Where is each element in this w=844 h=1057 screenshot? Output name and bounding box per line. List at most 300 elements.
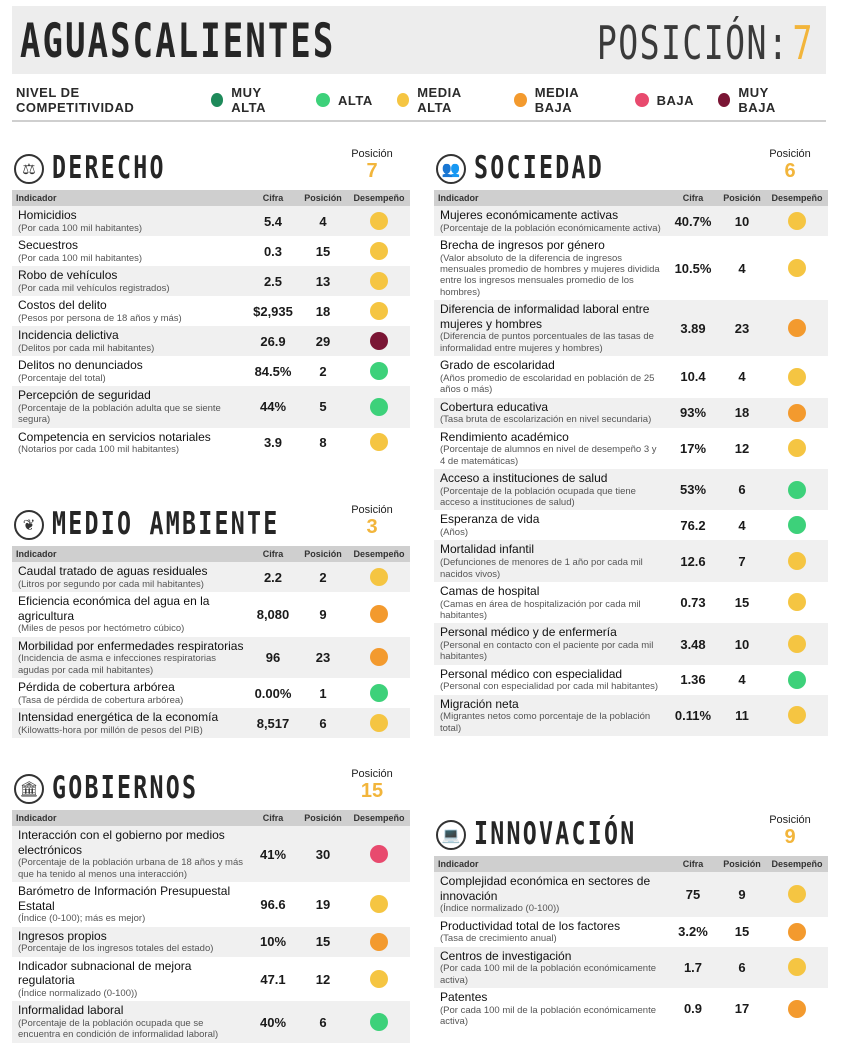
performance-cell (348, 678, 410, 708)
indicator-value: 41% (248, 826, 298, 882)
table-row (434, 695, 828, 736)
indicator-name: Barómetro de Información Presupuestal Estatal (18, 884, 231, 913)
performance-indicator-dot (788, 212, 806, 230)
indicator-name: Productividad total de los factores (440, 918, 621, 933)
performance-cell (766, 947, 828, 988)
table-row (434, 206, 828, 236)
table-row (434, 582, 828, 623)
section-title: DERECHO (52, 150, 166, 186)
performance-indicator-dot (788, 368, 806, 386)
performance-cell (348, 562, 410, 592)
indicator-name: Brecha de ingresos por género (440, 238, 605, 253)
indicator-name: Diferencia de informalidad laboral entre mujeres y hombres (440, 302, 650, 331)
performance-indicator-dot (370, 933, 388, 951)
legend-label: MEDIA BAJA (534, 85, 579, 115)
indicator-position: 2 (298, 562, 348, 592)
performance-indicator-dot (788, 593, 806, 611)
legend-title: NIVEL DE COMPETITIVIDAD (16, 85, 135, 115)
performance-indicator-dot (788, 481, 806, 499)
performance-indicator-dot (370, 242, 388, 260)
performance-cell (348, 236, 410, 266)
indicator-name: Esperanza de vida (440, 512, 540, 527)
legend-item-media-alta (397, 85, 491, 115)
indicator-description: (Notarios por cada 100 mil habitantes) (18, 444, 180, 456)
indicator-description: (Incidencia de asma e infecciones respiratorias agudas por cada mil habitantes) (18, 653, 217, 676)
performance-indicator-dot (370, 845, 388, 863)
table-row (12, 1001, 410, 1042)
indicator-value: 53% (668, 469, 718, 510)
indicator-value: 2.2 (248, 562, 298, 592)
indicator-name: Percepción de seguridad (18, 388, 151, 403)
indicator-value: 0.11% (668, 695, 718, 736)
indicator-value: 0.00% (248, 678, 298, 708)
overall-position (596, 16, 812, 70)
indicator-cell (12, 562, 248, 592)
indicator-name: Personal médico y de enfermería (440, 625, 617, 640)
indicator-position: 11 (718, 695, 766, 736)
section-title: MEDIO AMBIENTE (52, 506, 280, 542)
indicator-description: (Litros por segundo por cada mil habitantes) (18, 578, 204, 590)
indicator-table (434, 190, 828, 736)
column-header-posicion: Posición (718, 190, 766, 206)
indicator-description: (Años) (440, 527, 468, 539)
indicator-cell (434, 695, 668, 736)
legend-label: MUY BAJA (738, 85, 776, 115)
table-row (12, 562, 410, 592)
indicator-value: 84.5% (248, 356, 298, 386)
performance-indicator-dot (788, 439, 806, 457)
indicator-description: (Kilowatts-hora por millón de pesos del PIB) (18, 724, 203, 736)
indicator-cell (434, 623, 668, 664)
table-row (434, 872, 828, 917)
performance-cell (766, 206, 828, 236)
performance-indicator-dot (788, 404, 806, 422)
performance-indicator-dot (370, 362, 388, 380)
legend-item-muy-alta (211, 85, 292, 115)
indicator-name: Delitos no denunciados (18, 358, 143, 373)
performance-cell (766, 695, 828, 736)
performance-cell (766, 872, 828, 917)
indicator-position: 4 (718, 665, 766, 695)
indicator-description: (Porcentaje de alumnos en nivel de desempeño 3 y 4 de matemáticas) (440, 444, 657, 467)
performance-indicator-dot (370, 714, 388, 732)
section-position-label: Posición (351, 768, 393, 780)
laptop-icon: 💻 (436, 820, 466, 850)
performance-cell (348, 957, 410, 1002)
section-title: GOBIERNOS (52, 770, 199, 806)
performance-indicator-dot (370, 895, 388, 913)
table-row (434, 947, 828, 988)
indicator-value: 8,517 (248, 708, 298, 738)
indicator-table (12, 190, 410, 458)
table-row (12, 428, 410, 458)
indicator-cell (434, 428, 668, 469)
indicator-name: Complejidad económica en sectores de innovación (440, 874, 651, 903)
legend-label: MUY ALTA (231, 85, 267, 115)
indicator-position: 23 (718, 300, 766, 356)
indicator-value: 1.36 (668, 665, 718, 695)
performance-indicator-dot (788, 706, 806, 724)
indicator-name: Ingresos propios (18, 928, 107, 943)
indicator-cell (434, 469, 668, 510)
indicator-description: (Miles de pesos por hectómetro cúbico) (18, 623, 185, 635)
column-header-cifra: Cifra (248, 810, 298, 826)
performance-indicator-dot (370, 1013, 388, 1031)
indicator-description: (Por cada 100 mil habitantes) (18, 222, 143, 234)
indicator-name: Morbilidad por enfermedades respiratorias (18, 638, 244, 653)
performance-cell (348, 637, 410, 678)
indicator-cell (434, 582, 668, 623)
indicator-position: 18 (298, 296, 348, 326)
table-row (12, 326, 410, 356)
column-header-desempeno: Desempeño (348, 546, 410, 562)
indicator-value: 3.2% (668, 917, 718, 947)
state-title: AGUASCALIENTES (20, 14, 336, 69)
indicator-value: 47.1 (248, 957, 298, 1002)
section-innovacion (434, 814, 828, 1029)
performance-indicator-dot (788, 1000, 806, 1018)
table-row (12, 678, 410, 708)
indicator-position: 10 (718, 206, 766, 236)
indicator-cell (12, 236, 248, 266)
indicator-position: 23 (298, 637, 348, 678)
indicator-table (434, 856, 828, 1029)
table-row (434, 540, 828, 581)
indicator-description: (Porcentaje de la población urbana de 18 años y más que ha tenido al menos una interacción) (18, 857, 243, 880)
legend-label: ALTA (338, 92, 373, 108)
indicator-cell (434, 540, 668, 581)
table-row (434, 469, 828, 510)
indicator-value: 26.9 (248, 326, 298, 356)
column-header-desempeno: Desempeño (348, 810, 410, 826)
performance-indicator-dot (370, 212, 388, 230)
indicator-description: (Porcentaje de la población económicamente activa) (440, 222, 661, 234)
indicator-cell (434, 872, 668, 917)
indicator-name: Robo de vehículos (18, 268, 118, 283)
performance-cell (766, 582, 828, 623)
table-row (434, 623, 828, 664)
indicator-name: Incidencia delictiva (18, 328, 119, 343)
divider (12, 120, 826, 122)
performance-indicator-dot (788, 885, 806, 903)
indicator-position: 5 (298, 386, 348, 427)
section-position-label: Posición (769, 148, 811, 160)
indicator-name: Indicador subnacional de mejora regulatoria (18, 958, 192, 988)
indicator-cell (434, 988, 668, 1029)
performance-cell (766, 510, 828, 540)
performance-indicator-dot (788, 516, 806, 534)
performance-indicator-dot (370, 568, 388, 586)
column-header-indicador: Indicador (434, 856, 668, 872)
indicator-name: Mujeres económicamente activas (440, 208, 619, 222)
performance-indicator-dot (370, 302, 388, 320)
indicator-value: 44% (248, 386, 298, 427)
indicator-name: Mortalidad infantil (440, 542, 535, 557)
indicator-name: Homicidios (18, 208, 77, 222)
table-row (434, 665, 828, 695)
indicator-cell (12, 266, 248, 296)
performance-indicator-dot (370, 332, 388, 350)
scales-icon: ⚖ (14, 154, 44, 184)
legend-dot (635, 93, 649, 107)
indicator-position: 30 (298, 826, 348, 882)
indicator-description: (Porcentaje de los ingresos totales del estado) (18, 943, 214, 955)
indicator-cell (434, 236, 668, 300)
indicator-description: (Porcentaje del total) (18, 372, 106, 384)
column-header-posicion: Posición (298, 810, 348, 826)
overall-position-label: POSICIÓN: (596, 16, 789, 70)
legend-dot (397, 93, 409, 107)
column-header-desempeno: Desempeño (766, 856, 828, 872)
indicator-description: (Índice normalizado (0-100)) (18, 987, 138, 999)
indicator-name: Acceso a instituciones de salud (440, 471, 608, 486)
indicator-name: Informalidad laboral (18, 1003, 124, 1018)
indicator-position: 6 (298, 1001, 348, 1042)
overall-position-value: 7 (792, 16, 812, 70)
performance-indicator-dot (788, 923, 806, 941)
indicator-description: (Diferencia de puntos porcentuales de las tasas de informalidad entre mujeres y hombres) (440, 331, 654, 354)
indicator-description: (Por cada mil vehículos registrados) (18, 282, 170, 294)
performance-cell (348, 356, 410, 386)
indicator-value: 17% (668, 428, 718, 469)
indicator-position: 15 (298, 236, 348, 266)
column-header-cifra: Cifra (248, 190, 298, 206)
section-medio-ambiente (12, 504, 410, 738)
indicator-position: 6 (718, 469, 766, 510)
column-header-indicador: Indicador (12, 810, 248, 826)
indicator-position: 7 (718, 540, 766, 581)
indicator-name: Pérdida de cobertura arbórea (18, 680, 175, 695)
column-header-indicador: Indicador (12, 546, 248, 562)
section-title: SOCIEDAD (474, 150, 604, 186)
performance-cell (766, 469, 828, 510)
performance-cell (348, 386, 410, 427)
indicator-position: 18 (718, 398, 766, 428)
legend-dot (211, 93, 223, 107)
indicator-value: 96.6 (248, 882, 298, 927)
indicator-position: 4 (718, 356, 766, 397)
performance-cell (766, 398, 828, 428)
indicator-value: 0.73 (668, 582, 718, 623)
performance-cell (766, 665, 828, 695)
table-row (434, 398, 828, 428)
indicator-cell (12, 826, 248, 882)
indicator-name: Intensidad energética de la economía (18, 710, 219, 725)
legend-item-media-baja (514, 85, 610, 115)
performance-cell (766, 540, 828, 581)
section-sociedad (434, 148, 828, 736)
indicator-cell (12, 326, 248, 356)
indicator-description: (Porcentaje de la población adulta que se siente segura) (18, 402, 221, 426)
performance-indicator-dot (788, 635, 806, 653)
table-row (12, 296, 410, 326)
section-position-label: Posición (351, 148, 393, 160)
section-header (12, 504, 410, 546)
indicator-value: 75 (668, 872, 718, 917)
indicator-description: (Tasa de pérdida de cobertura arbórea) (18, 694, 184, 706)
performance-indicator-dot (370, 272, 388, 290)
performance-cell (766, 988, 828, 1029)
indicator-description: (Porcentaje de la población ocupada que tiene acceso a instituciones de salud) (440, 485, 636, 509)
table-row (434, 988, 828, 1029)
indicator-cell (434, 206, 668, 236)
column-header-posicion: Posición (298, 546, 348, 562)
indicator-cell (12, 637, 248, 678)
indicator-position: 12 (718, 428, 766, 469)
indicator-cell (434, 917, 668, 947)
indicator-value: 8,080 (248, 592, 298, 637)
performance-indicator-dot (370, 433, 388, 451)
indicator-description: (Delitos por cada mil habitantes) (18, 342, 155, 354)
performance-cell (348, 428, 410, 458)
table-row (434, 236, 828, 300)
indicator-position: 4 (298, 206, 348, 236)
indicator-name: Caudal tratado de aguas residuales (18, 564, 208, 578)
leaf-icon: ❦ (14, 510, 44, 540)
table-row (434, 356, 828, 397)
indicator-description: (Migrantes netos como porcentaje de la población total) (440, 711, 651, 734)
table-row (434, 428, 828, 469)
performance-indicator-dot (788, 958, 806, 976)
indicator-position: 15 (718, 917, 766, 947)
performance-cell (766, 428, 828, 469)
indicator-position: 13 (298, 266, 348, 296)
indicator-description: (Años promedio de escolaridad en población de 25 años o más) (440, 372, 655, 396)
indicator-value: 40% (248, 1001, 298, 1042)
indicator-position: 6 (718, 947, 766, 988)
indicator-position: 1 (298, 678, 348, 708)
performance-cell (348, 1001, 410, 1042)
indicator-cell (434, 947, 668, 988)
column-header-posicion: Posición (718, 856, 766, 872)
indicator-position: 10 (718, 623, 766, 664)
indicator-description: (Por cada 100 mil de la población económicamente activa) (440, 963, 656, 986)
legend-dot (514, 93, 526, 107)
section-position-value: 6 (784, 160, 796, 182)
performance-indicator-dot (370, 970, 388, 988)
indicator-description: (Porcentaje de la población ocupada que se encuentra en condición de informalidad laboral) (18, 1017, 219, 1041)
indicator-value: 40.7% (668, 206, 718, 236)
people-icon: 👥 (436, 154, 466, 184)
table-row (12, 882, 410, 927)
indicator-value: 3.89 (668, 300, 718, 356)
indicator-position: 29 (298, 326, 348, 356)
table-row (12, 356, 410, 386)
performance-indicator-dot (788, 259, 806, 277)
indicator-description: (Índice normalizado (0-100)) (440, 903, 560, 915)
indicator-cell (12, 592, 248, 637)
indicator-value: 76.2 (668, 510, 718, 540)
table-row (12, 386, 410, 427)
performance-cell (348, 927, 410, 957)
legend-item-alta (316, 93, 373, 108)
indicator-description: (Defunciones de menores de 1 año por cada mil nacidos vivos) (440, 557, 643, 580)
column-header-cifra: Cifra (248, 546, 298, 562)
performance-cell (348, 826, 410, 882)
indicator-cell (12, 356, 248, 386)
indicator-cell (434, 510, 668, 540)
section-gobiernos (12, 768, 410, 1043)
table-row (434, 300, 828, 356)
indicator-cell (12, 386, 248, 427)
indicator-position: 8 (298, 428, 348, 458)
section-header (12, 768, 410, 810)
indicator-name: Eficiencia económica del agua en la agricultura (18, 594, 210, 623)
column-header-posicion: Posición (298, 190, 348, 206)
section-header (434, 148, 828, 190)
performance-cell (348, 206, 410, 236)
indicator-value: 3.48 (668, 623, 718, 664)
indicator-cell (12, 678, 248, 708)
indicator-value: 10.4 (668, 356, 718, 397)
performance-indicator-dot (788, 671, 806, 689)
section-title: INNOVACIÓN (474, 816, 637, 852)
legend-label: MEDIA ALTA (417, 85, 462, 115)
table-row (12, 266, 410, 296)
table-row (12, 927, 410, 957)
performance-cell (766, 236, 828, 300)
table-row (12, 236, 410, 266)
indicator-cell (434, 665, 668, 695)
legend-dot (316, 93, 330, 107)
indicator-name: Patentes (440, 990, 488, 1005)
competitiveness-legend (16, 85, 826, 115)
indicator-position: 12 (298, 957, 348, 1002)
indicator-position: 15 (298, 927, 348, 957)
indicator-description: (Personal con especialidad por cada mil habitantes) (440, 681, 659, 693)
performance-cell (766, 623, 828, 664)
indicator-description: (Tasa bruta de escolarización en nivel secundaria) (440, 414, 652, 426)
indicator-cell (434, 356, 668, 397)
indicator-position: 15 (718, 582, 766, 623)
table-row (12, 206, 410, 236)
indicator-name: Migración neta (440, 696, 519, 711)
indicator-name: Interacción con el gobierno por medios electrónicos (18, 828, 225, 857)
column-header-indicador: Indicador (12, 190, 248, 206)
indicator-name: Personal médico con especialidad (440, 666, 623, 681)
indicator-value: 10.5% (668, 236, 718, 300)
section-header (434, 814, 828, 856)
performance-cell (348, 296, 410, 326)
indicator-description: (Por cada 100 mil de la población económicamente activa) (440, 1004, 656, 1028)
indicator-value: 0.3 (248, 236, 298, 266)
performance-indicator-dot (788, 552, 806, 570)
indicator-position: 17 (718, 988, 766, 1029)
indicator-name: Cobertura educativa (440, 399, 549, 414)
indicator-value: 1.7 (668, 947, 718, 988)
section-position-value: 15 (360, 780, 384, 802)
column-header-indicador: Indicador (434, 190, 668, 206)
indicator-name: Grado de escolaridad (440, 358, 555, 373)
column-header-cifra: Cifra (668, 190, 718, 206)
page-header (12, 6, 826, 74)
performance-indicator-dot (370, 605, 388, 623)
indicator-position: 2 (298, 356, 348, 386)
indicator-value: 0.9 (668, 988, 718, 1029)
performance-cell (348, 708, 410, 738)
performance-indicator-dot (370, 648, 388, 666)
section-position-value: 3 (366, 516, 378, 538)
indicator-cell (434, 300, 668, 356)
indicator-value: 12.6 (668, 540, 718, 581)
indicator-cell (12, 957, 248, 1002)
indicator-table (12, 546, 410, 738)
indicator-description: (Personal en contacto con el paciente por cada mil habitantes) (440, 639, 654, 663)
section-position-value: 9 (784, 826, 796, 848)
indicator-value: 96 (248, 637, 298, 678)
legend-item-muy-baja (718, 85, 802, 115)
indicator-description: (Índice (0-100); más es mejor) (18, 913, 146, 925)
